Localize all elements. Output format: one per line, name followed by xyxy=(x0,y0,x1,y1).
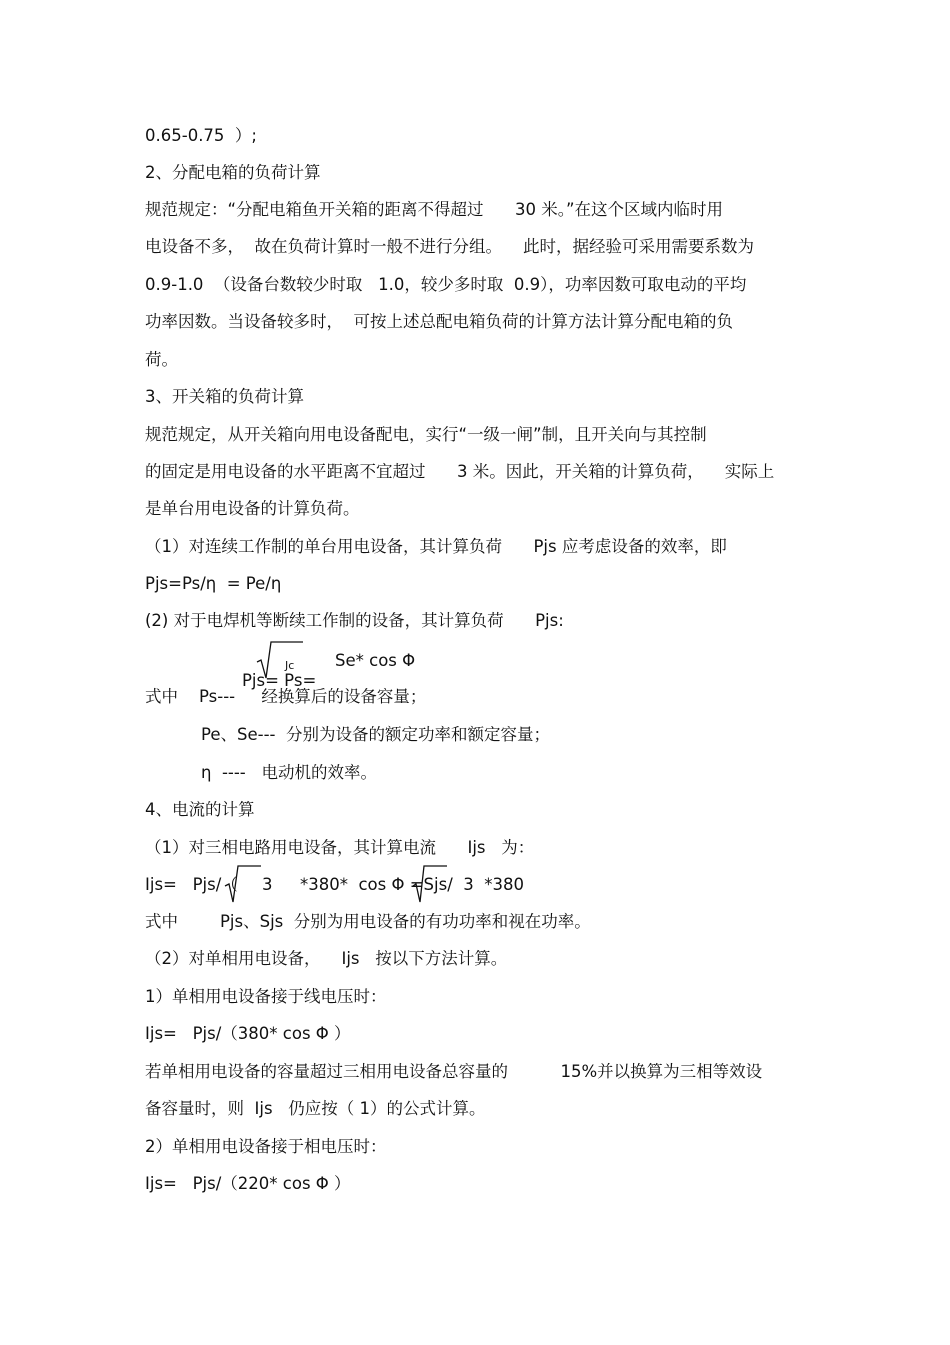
section-heading: 4、电流的计算 xyxy=(145,800,255,819)
section-heading: 3、开关箱的负荷计算 xyxy=(145,387,304,406)
text-line: （1）对三相电路用电设备，其计算电流 Ijs 为： xyxy=(145,838,535,857)
text-line: （1）对连续工作制的单台用电设备，其计算负荷 Pjs 应考虑设备的效率，即 xyxy=(145,537,727,556)
section-heading: 2、分配电箱的负荷计算 xyxy=(145,163,321,182)
text-line: 2）单相用电设备接于相电压时： xyxy=(145,1137,387,1156)
text-line: Pe、Se--- 分别为设备的额定功率和额定容量； xyxy=(201,725,550,744)
text-line: 0.9-1.0 （设备台数较少时取 1.0，较少多时取 0.9），功率因数可取电动的平均 xyxy=(145,275,747,294)
text-line: 式中 Ps--- 经换算后的设备容量； xyxy=(145,687,427,706)
text-line: 0.65-0.75 ）; xyxy=(145,126,257,145)
text-line: η ---- 电动机的效率。 xyxy=(201,763,377,782)
text-line: 备容量时，则 Ijs 仍应按（ 1）的公式计算。 xyxy=(145,1099,486,1118)
text-line: 是单台用电设备的计算负荷。 xyxy=(145,499,360,518)
text-line: 若单相用电设备的容量超过三相用电设备总容量的 15%并以换算为三相等效设 xyxy=(145,1062,763,1081)
formula-part: 3 xyxy=(262,875,273,894)
text-line: 的固定是用电设备的水平距离不宜超过 3 米。因此，开关箱的计算负荷， 实际上 xyxy=(145,462,775,481)
formula-line: Pjs=Ps/η = Pe/η xyxy=(145,574,282,593)
sqrt-symbol xyxy=(225,864,265,904)
text-line: 1）单相用电设备接于线电压时： xyxy=(145,987,387,1006)
formula-part: Ijs= Pjs/（ xyxy=(145,875,238,894)
text-line: 电设备不多， 故在负荷计算时一般不进行分组。 此时，据经验可采用需要系数为 xyxy=(145,237,754,256)
text-line: 荷。 xyxy=(145,350,178,369)
formula-line: Ijs= Pjs/（380* cos Φ ） xyxy=(145,1024,351,1043)
sqrt-symbol xyxy=(413,864,449,904)
text-line: 规范规定：“分配电箱鱼开关箱的距离不得超过 30 米。”在这个区域内临时用 xyxy=(145,200,724,219)
formula-part: Jc xyxy=(285,659,295,672)
text-line: 式中 Pjs、Sjs 分别为用电设备的有功功率和视在功率。 xyxy=(145,912,591,931)
formula-line: Ijs= Pjs/（220* cos Φ ） xyxy=(145,1174,351,1193)
formula-part: *380* cos Φ =Sjs/ 3 *380 xyxy=(300,875,524,894)
text-line: 规范规定，从开关箱向用电设备配电，实行“一级一闸”制，且开关向与其控制 xyxy=(145,425,707,444)
text-line: （2）对单相用电设备， Ijs 按以下方法计算。 xyxy=(145,949,508,968)
text-line: 功率因数。当设备较多时， 可按上述总配电箱负荷的计算方法计算分配电箱的负 xyxy=(145,312,733,331)
text-line: (2) 对于电焊机等断续工作制的设备，其计算负荷 Pjs: xyxy=(145,611,564,630)
formula-part: Se* cos Φ xyxy=(335,651,416,670)
sqrt-symbol xyxy=(257,640,307,680)
formula-part: Pjs= Ps= xyxy=(241,671,317,690)
